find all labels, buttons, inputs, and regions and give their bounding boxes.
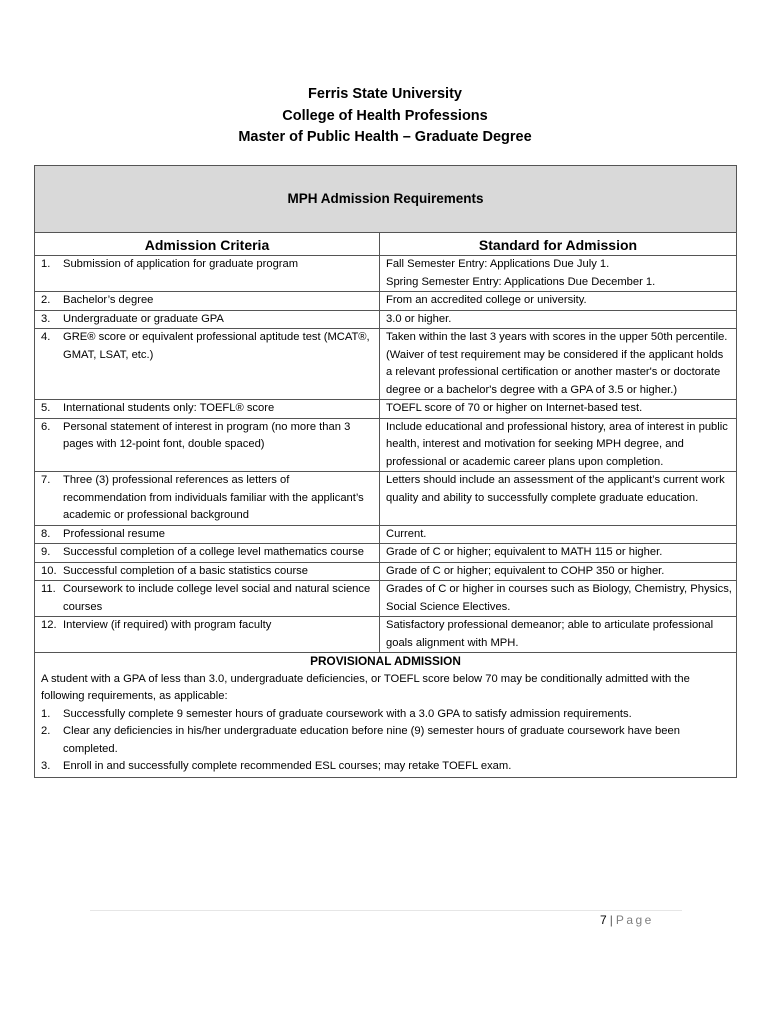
provisional-admission-section [35, 653, 737, 778]
criteria-text: Three (3) professional references as letters of recommendation from individuals familiar with the applicant’s academic or professional background [63, 474, 364, 521]
page-number: 7 [600, 913, 607, 927]
table-row [35, 617, 737, 653]
table-row [35, 256, 737, 292]
item-text: Enroll in and successfully complete recommended ESL courses; may retake TOEFL exam. [63, 760, 512, 772]
criteria-text: Undergraduate or graduate GPA [63, 312, 224, 325]
column-header-standard: Standard for Admission [380, 233, 737, 256]
criteria-text: Successful completion of a basic statistics course [63, 564, 308, 577]
criteria-text: Bachelor’s degree [63, 294, 154, 306]
table-row [35, 400, 737, 419]
list-item [41, 706, 730, 724]
table-row [35, 562, 737, 581]
college-name: College of Health Professions [282, 107, 488, 124]
table-row [35, 472, 737, 526]
standard-text: TOEFL score of 70 or higher on Internet-based test. [380, 400, 737, 419]
row-number: 6. [41, 420, 51, 433]
table-row [35, 525, 737, 544]
row-number: 11. [41, 583, 56, 595]
criteria-text: Submission of application for graduate program [63, 258, 299, 270]
standard-text: Grade of C or higher; equivalent to MATH 115 or higher. [380, 544, 737, 563]
table-row [35, 544, 737, 563]
provisional-intro: A student with a GPA of less than 3.0, undergraduate deficiencies, or TOEFL score below 70 may be conditionally admitted with the following requirements, as applicable: [41, 672, 690, 702]
criteria-text: Interview (if required) with program faculty [63, 619, 272, 631]
criteria-text: GRE® score or equivalent professional aptitude test (MCAT®, GMAT, LSAT, etc.) [63, 331, 370, 361]
university-name: Ferris State University [308, 86, 462, 102]
item-number: 3. [41, 760, 51, 772]
standard-text: Current. [380, 525, 737, 544]
row-number: 4. [41, 331, 51, 343]
row-number: 1. [41, 258, 51, 270]
standard-text-2: Spring Semester Entry: Applications Due December 1. [386, 275, 656, 288]
provisional-title: PROVISIONAL ADMISSION [310, 654, 461, 668]
table-row [35, 310, 737, 329]
criteria-text: International students only: TOEFL® score [63, 402, 275, 414]
row-number: 2. [41, 294, 51, 306]
criteria-text: Coursework to include college level social and natural science courses [63, 583, 371, 613]
row-number: 10. [41, 564, 57, 577]
row-number: 9. [41, 546, 51, 558]
row-number: 3. [41, 312, 51, 325]
table-row [35, 292, 737, 311]
row-number: 8. [41, 527, 51, 540]
standard-text: From an accredited college or university. [380, 292, 737, 311]
admission-requirements-table [34, 165, 737, 778]
table-banner: MPH Admission Requirements [35, 166, 737, 233]
item-number: 1. [41, 707, 51, 720]
standard-text: 3.0 or higher. [380, 310, 737, 329]
program-title: Master of Public Health – Graduate Degree [238, 129, 532, 145]
table-row [35, 581, 737, 617]
list-item [41, 723, 730, 758]
document-header [0, 84, 770, 149]
criteria-text: Professional resume [63, 527, 165, 540]
item-number: 2. [41, 725, 51, 737]
page-footer [600, 913, 654, 927]
standard-text: Fall Semester Entry: Applications Due July 1. [386, 258, 610, 270]
item-text: Clear any deficiencies in his/her undergraduate education before nine (9) semester hours of graduate coursework have been completed. [63, 725, 680, 755]
standard-text: Grade of C or higher; equivalent to COHP 350 or higher. [380, 562, 737, 581]
page-label: Page [615, 913, 654, 927]
criteria-text: Personal statement of interest in program (no more than 3 pages with 12-point font, double spaced) [63, 420, 351, 450]
row-number: 7. [41, 474, 51, 486]
row-number: 5. [41, 402, 51, 414]
standard-text: Satisfactory professional demeanor; able to articulate professional goals alignment with MPH. [380, 617, 737, 653]
footer-separator: | [609, 913, 613, 927]
standard-text: Letters should include an assessment of the applicant’s current work quality and ability to successfully complete graduate education. [380, 472, 737, 526]
row-number: 12. [41, 619, 57, 631]
standard-text: Include educational and professional history, area of interest in public health, interest and motivation for seeking MPH degree, and professional or academic career plans upon completion. [380, 418, 737, 472]
criteria-text: Successful completion of a college level mathematics course [63, 546, 364, 558]
table-row [35, 418, 737, 472]
list-item [41, 758, 730, 776]
column-header-criteria: Admission Criteria [35, 233, 380, 256]
footer-divider [90, 910, 682, 911]
item-text: Successfully complete 9 semester hours of graduate coursework with a 3.0 GPA to satisfy admission requirements. [63, 707, 632, 720]
standard-text: Taken within the last 3 years with scores in the upper 50th percentile. (Waiver of test requirement may be considered if the applicant holds a relevant professional certification or another master's or doctorate degree or a bachelor's degree with a GPA of 3.5 or higher.) [380, 329, 737, 400]
standard-text: Grades of C or higher in courses such as Biology, Chemistry, Physics, Social Science Electives. [380, 581, 737, 617]
table-row [35, 329, 737, 400]
